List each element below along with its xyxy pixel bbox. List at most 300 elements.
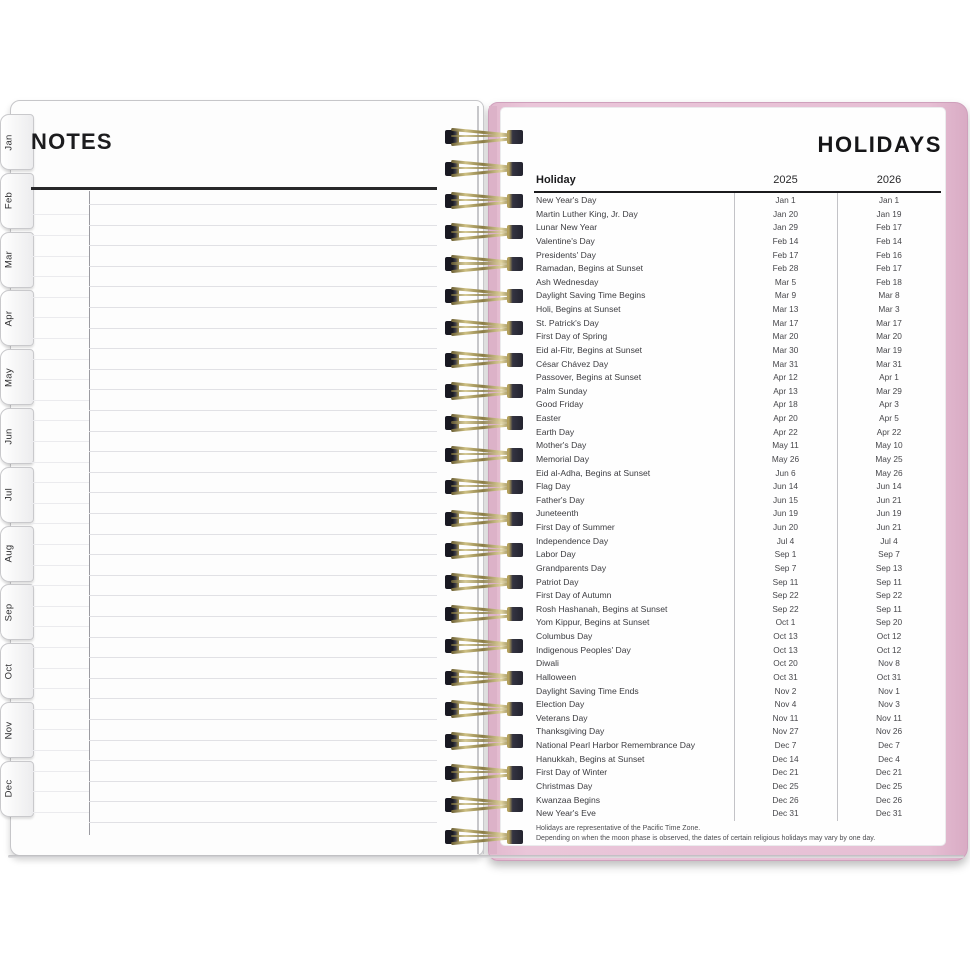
- holiday-name: First Day of Summer: [536, 522, 615, 532]
- coil-hole-right: [507, 671, 523, 685]
- holiday-name: Kwanzaa Begins: [536, 794, 601, 805]
- month-tab-mar: [0, 232, 34, 288]
- holiday-name: Holi, Begins at Sunset: [536, 304, 621, 314]
- holidays-page-title: HOLIDAYS: [817, 132, 942, 157]
- ruled-line: [89, 801, 437, 802]
- table-row: [536, 344, 941, 358]
- holiday-name: Hanukkah, Begins at Sunset: [536, 753, 645, 764]
- margin-ruled-line: [31, 503, 89, 504]
- date-2026: Mar 20: [876, 331, 902, 342]
- holiday-name: Patriot Day: [536, 576, 579, 587]
- holiday-name: Halloween: [536, 671, 577, 682]
- date-2025: Nov 4: [774, 699, 797, 710]
- holiday-name: Ash Wednesday: [536, 276, 599, 287]
- ruled-line: [89, 719, 437, 720]
- date-2026: Dec 25: [875, 780, 903, 791]
- margin-ruled-line: [31, 565, 89, 566]
- month-tab-label: May: [3, 367, 15, 387]
- binding-coil: [444, 827, 524, 848]
- ruled-line: [89, 307, 437, 308]
- margin-ruled-line: [31, 585, 89, 586]
- margin-ruled-line: [31, 523, 89, 524]
- date-2026: Feb 16: [876, 249, 902, 260]
- holiday-name: New Year's Day: [536, 195, 597, 205]
- binding-coil: [444, 350, 524, 371]
- holiday-name: Eid al-Adha, Begins at Sunset: [536, 467, 651, 478]
- holiday-name: Independence Day: [536, 535, 609, 546]
- binding-coil: [444, 668, 524, 689]
- ruled-line: [89, 492, 437, 493]
- date-2025: Feb 17: [772, 249, 799, 260]
- table-row: [536, 794, 941, 808]
- month-tab-nov: [0, 702, 34, 758]
- date-2025: Oct 13: [773, 644, 798, 655]
- date-2025: Apr 12: [773, 372, 798, 383]
- holiday-name: César Chávez Day: [536, 358, 609, 369]
- table-row: [536, 235, 941, 249]
- holiday-name: Flag Day: [536, 481, 571, 492]
- table-row: [536, 535, 941, 549]
- month-tab-label: Jul: [3, 488, 15, 502]
- table-row: [536, 398, 941, 412]
- margin-ruled-line: [31, 317, 89, 318]
- date-2026: Oct 12: [876, 644, 902, 655]
- coil-hole-right: [507, 353, 523, 367]
- month-tab-sep: [0, 584, 34, 640]
- month-tab-label: Oct: [3, 663, 15, 680]
- coil-hole-right: [507, 162, 523, 176]
- binding-coil: [444, 636, 524, 657]
- holiday-name: Yom Kippur, Begins at Sunset: [536, 617, 650, 628]
- margin-ruled-line: [31, 812, 89, 813]
- holiday-table-rows: [536, 194, 941, 821]
- table-row: [536, 385, 941, 399]
- margin-ruled-line: [31, 256, 89, 257]
- table-row: [536, 467, 941, 481]
- column-header-2026: 2026: [876, 174, 902, 186]
- date-2026: Sep 13: [875, 562, 903, 573]
- table-row: [536, 276, 941, 290]
- margin-ruled-line: [31, 379, 89, 380]
- holiday-name: Thanksgiving Day: [536, 726, 605, 737]
- date-2025: Dec 14: [772, 753, 799, 764]
- ruled-line: [89, 328, 437, 329]
- holiday-name: Indigenous Peoples' Day: [536, 644, 631, 655]
- date-2026: Mar 8: [878, 290, 900, 301]
- table-row: [536, 780, 941, 794]
- date-2026: Jan 1: [878, 195, 900, 205]
- table-row: [536, 453, 941, 467]
- coil-hole-right: [507, 575, 523, 589]
- date-2026: Nov 3: [878, 699, 900, 710]
- table-row: [536, 494, 941, 508]
- coil-hole-right: [507, 321, 523, 335]
- table-row: [536, 548, 941, 562]
- month-tab-label: Mar: [3, 250, 15, 269]
- date-2025: Mar 13: [772, 304, 799, 314]
- date-2025: May 26: [771, 453, 800, 464]
- date-2025: Mar 31: [772, 358, 799, 369]
- holiday-name: Easter: [536, 413, 561, 423]
- date-2026: Dec 31: [875, 808, 903, 819]
- date-2025: Sep 1: [774, 549, 797, 560]
- date-2025: Mar 5: [774, 276, 797, 287]
- month-tab-label: Dec: [3, 779, 15, 798]
- margin-ruled-line: [31, 214, 89, 215]
- column-header-holiday: Holiday: [536, 174, 576, 186]
- holiday-name: Lunar New Year: [536, 222, 598, 233]
- date-2026: Feb 14: [876, 235, 902, 246]
- ruled-line: [89, 616, 437, 617]
- date-2026: Nov 26: [875, 726, 903, 737]
- table-row: [536, 685, 941, 699]
- margin-ruled-line: [31, 647, 89, 648]
- margin-ruled-line: [31, 668, 89, 669]
- binding-coil: [444, 731, 524, 752]
- holidays-page: [500, 107, 946, 846]
- binding-coil: [444, 381, 524, 402]
- margin-ruled-line: [31, 276, 89, 277]
- holiday-name: Columbus Day: [536, 631, 593, 641]
- date-2025: Jan 29: [773, 222, 798, 233]
- date-2026: Oct 31: [876, 671, 902, 682]
- month-tab-feb: [0, 173, 34, 229]
- coil-hole-right: [507, 512, 523, 526]
- date-2026: Mar 29: [876, 385, 902, 396]
- table-row: [536, 262, 941, 276]
- holiday-name: St. Patrick's Day: [536, 317, 599, 328]
- coil-hole-right: [507, 448, 523, 462]
- table-row: [536, 739, 941, 753]
- ruled-line: [89, 657, 437, 658]
- holiday-name: National Pearl Harbor Remembrance Day: [536, 740, 696, 750]
- date-2026: Sep 7: [878, 549, 900, 560]
- date-2025: Oct 1: [775, 617, 796, 628]
- holiday-name: Election Day: [536, 699, 585, 710]
- holiday-name: Memorial Day: [536, 453, 590, 464]
- coil-hole-right: [507, 257, 523, 271]
- date-2026: Mar 3: [878, 304, 900, 314]
- date-2026: Sep 11: [876, 603, 902, 614]
- date-2026: May 10: [875, 440, 903, 451]
- binding-coil: [444, 159, 524, 180]
- margin-ruled-line: [31, 297, 89, 298]
- notes-page: [3, 100, 484, 856]
- holiday-name: Grandparents Day: [536, 562, 607, 573]
- binding-coil: [444, 540, 524, 561]
- date-2025: Oct 13: [773, 631, 798, 641]
- month-tab-label: Jan: [3, 133, 15, 151]
- table-row: [536, 589, 941, 603]
- table-row: [536, 712, 941, 726]
- margin-ruled-line: [31, 729, 89, 730]
- binding-coil: [444, 254, 524, 275]
- table-row: [536, 289, 941, 303]
- date-2025: Dec 21: [772, 767, 799, 778]
- binding-coil: [444, 286, 524, 307]
- month-tab-jul: [0, 467, 34, 523]
- holiday-name: First Day of Spring: [536, 331, 608, 342]
- binding-coil: [444, 572, 524, 593]
- date-2025: Dec 31: [772, 808, 799, 819]
- coil-hole-right: [507, 225, 523, 239]
- ruled-line: [89, 225, 437, 226]
- coil-hole-right: [507, 384, 523, 398]
- date-2026: Dec 21: [875, 767, 903, 778]
- margin-ruled-line: [31, 359, 89, 360]
- ruled-line: [89, 637, 437, 638]
- date-2026: May 25: [875, 453, 903, 464]
- coil-hole-right: [507, 194, 523, 208]
- date-2026: Nov 8: [878, 658, 900, 669]
- binding-coil: [444, 509, 524, 530]
- date-2026: Jun 19: [876, 508, 902, 519]
- date-2026: Jan 19: [876, 208, 902, 219]
- date-2026: Feb 18: [876, 276, 902, 287]
- margin-ruled-line: [31, 771, 89, 772]
- month-tab-jun: [0, 408, 34, 464]
- coil-hole-right: [507, 798, 523, 812]
- table-row: [536, 644, 941, 658]
- ruled-line: [89, 451, 437, 452]
- month-tab-label: Aug: [3, 544, 15, 563]
- date-2026: Apr 22: [876, 426, 902, 437]
- ruled-line: [89, 781, 437, 782]
- date-2026: Dec 7: [878, 740, 900, 750]
- coil-hole-right: [507, 480, 523, 494]
- table-row: [536, 426, 941, 440]
- date-2026: Feb 17: [876, 263, 902, 274]
- ruled-line: [89, 554, 437, 555]
- table-row: [536, 576, 941, 590]
- date-2026: Mar 31: [876, 358, 902, 369]
- binding-coil: [444, 763, 524, 784]
- ruled-line: [89, 740, 437, 741]
- table-row: [536, 603, 941, 617]
- table-row: [536, 358, 941, 372]
- date-2026: Mar 17: [876, 317, 902, 328]
- date-2025: Jun 15: [773, 494, 798, 505]
- margin-ruled-line: [31, 791, 89, 792]
- ruled-line: [89, 760, 437, 761]
- ruled-line: [89, 431, 437, 432]
- date-2025: Feb 14: [772, 235, 799, 246]
- date-2025: Jul 4: [776, 535, 795, 546]
- date-2026: Jun 21: [876, 522, 902, 532]
- holiday-name: First Day of Winter: [536, 767, 608, 778]
- ruled-line: [89, 286, 437, 287]
- ruled-line: [89, 348, 437, 349]
- date-2025: Mar 30: [772, 344, 799, 355]
- ruled-line: [89, 204, 437, 205]
- month-tab-dec: [0, 761, 34, 817]
- ruled-line: [89, 698, 437, 699]
- holiday-name: Eid al-Fitr, Begins at Sunset: [536, 344, 643, 355]
- holiday-name: Labor Day: [536, 549, 576, 560]
- ruled-line: [89, 595, 437, 596]
- table-row: [536, 249, 941, 263]
- month-tab-label: Nov: [3, 721, 15, 739]
- month-tab-label: Feb: [3, 192, 15, 210]
- table-row: [536, 194, 941, 208]
- holiday-name: Diwali: [536, 658, 559, 669]
- date-2025: Sep 22: [772, 603, 799, 614]
- coil-hole-right: [507, 607, 523, 621]
- date-2025: Jan 20: [773, 208, 798, 219]
- table-row: [536, 521, 941, 535]
- margin-ruled-line: [31, 441, 89, 442]
- date-2026: Mar 19: [876, 344, 902, 355]
- holiday-name: Palm Sunday: [536, 385, 588, 396]
- holiday-name: Christmas Day: [536, 780, 593, 791]
- date-2025: Mar 17: [772, 317, 799, 328]
- margin-ruled-line: [31, 420, 89, 421]
- footnote: Holidays are representative of the Pacific Time Zone.: [536, 825, 701, 832]
- binding-coil: [444, 445, 524, 466]
- ruled-line: [89, 822, 437, 823]
- table-row: [536, 753, 941, 767]
- date-2025: Apr 22: [773, 426, 798, 437]
- coil-hole-right: [507, 639, 523, 653]
- table-row: [536, 725, 941, 739]
- ruled-line: [89, 513, 437, 514]
- date-2025: Dec 25: [772, 780, 799, 791]
- date-2025: May 11: [772, 440, 799, 451]
- date-2025: Sep 22: [772, 590, 799, 601]
- month-tab-aug: [0, 526, 34, 582]
- coil-hole-right: [507, 830, 523, 844]
- date-2026: Sep 11: [876, 576, 902, 587]
- date-2025: Sep 11: [772, 576, 799, 587]
- date-2025: Oct 20: [773, 658, 798, 669]
- table-row: [536, 412, 941, 426]
- table-row: [536, 208, 941, 222]
- date-2026: Jun 21: [876, 494, 902, 505]
- ruled-line: [89, 266, 437, 267]
- holiday-name: Presidents' Day: [536, 249, 596, 260]
- holiday-name: Father's Day: [536, 494, 585, 505]
- date-2026: Nov 11: [876, 712, 902, 723]
- table-row: [536, 330, 941, 344]
- binding-coil: [444, 604, 524, 625]
- margin-ruled-line: [31, 235, 89, 236]
- notes-page-title: NOTES: [31, 129, 113, 154]
- ruled-line: [89, 410, 437, 411]
- binding-coil: [444, 413, 524, 434]
- margin-ruled-line: [31, 482, 89, 483]
- table-header-rule: [534, 191, 941, 193]
- table-row: [536, 303, 941, 317]
- date-2025: Nov 2: [774, 685, 797, 696]
- binding-coil: [444, 191, 524, 212]
- ruled-line: [89, 245, 437, 246]
- date-2025: Nov 27: [772, 726, 799, 737]
- date-2025: Dec 26: [772, 794, 799, 805]
- planner-bottom-edge: [8, 855, 964, 858]
- table-row: [536, 562, 941, 576]
- footnote: Depending on when the moon phase is observed, the dates of certain religious holidays may vary by one day.: [536, 834, 876, 842]
- table-row: [536, 766, 941, 780]
- date-2025: Mar 20: [772, 331, 799, 342]
- coil-hole-right: [507, 289, 523, 303]
- table-row: [536, 507, 941, 521]
- ruled-line: [89, 575, 437, 576]
- date-2026: Jun 14: [876, 481, 902, 492]
- table-row: [536, 480, 941, 494]
- margin-ruled-line: [31, 606, 89, 607]
- ruled-line: [89, 369, 437, 370]
- date-2025: Feb 28: [772, 263, 799, 274]
- month-tab-label: Apr: [3, 310, 15, 327]
- date-2026: Sep 22: [875, 590, 903, 601]
- month-tab-oct: [0, 643, 34, 699]
- date-2025: Jun 19: [773, 508, 798, 519]
- date-2025: Apr 20: [773, 413, 798, 423]
- holiday-name: Earth Day: [536, 426, 575, 437]
- margin-ruled-line: [31, 626, 89, 627]
- date-2025: Jan 1: [775, 195, 796, 205]
- holiday-name: Valentine's Day: [536, 235, 595, 246]
- holiday-name: Daylight Saving Time Ends: [536, 685, 639, 696]
- ruled-line: [89, 389, 437, 390]
- binding-coil: [444, 477, 524, 498]
- date-2025: Dec 7: [774, 740, 797, 750]
- date-2026: Dec 4: [878, 753, 900, 764]
- coil-hole-right: [507, 543, 523, 557]
- date-2026: Dec 26: [875, 794, 903, 805]
- holiday-name: Passover, Begins at Sunset: [536, 372, 642, 383]
- holiday-name: New Year's Eve: [536, 808, 596, 819]
- table-row: [536, 657, 941, 671]
- date-2025: Jun 6: [775, 467, 796, 478]
- date-2025: Mar 9: [774, 290, 797, 301]
- table-row: [536, 371, 941, 385]
- coil-hole-right: [507, 702, 523, 716]
- month-tab-jan: [0, 114, 34, 170]
- date-2026: Nov 1: [878, 685, 900, 696]
- date-2026: Oct 12: [876, 631, 902, 641]
- binding-coil: [444, 318, 524, 339]
- coil-hole-right: [507, 734, 523, 748]
- holiday-name: Good Friday: [536, 399, 584, 410]
- table-row: [536, 630, 941, 644]
- table-row: [536, 807, 941, 821]
- margin-ruled-line: [31, 400, 89, 401]
- date-2026: Apr 1: [879, 372, 899, 383]
- month-tab-may: [0, 349, 34, 405]
- margin-ruled-line: [31, 462, 89, 463]
- table-row: [536, 616, 941, 630]
- date-2026: May 26: [875, 467, 903, 478]
- holiday-name: First Day of Autumn: [536, 590, 612, 601]
- ruled-line: [89, 472, 437, 473]
- month-tab-apr: [0, 290, 34, 346]
- table-row: [536, 671, 941, 685]
- table-row: [536, 698, 941, 712]
- margin-ruled-line: [31, 750, 89, 751]
- date-2026: Apr 3: [879, 399, 899, 410]
- coil-hole-right: [507, 416, 523, 430]
- notes-header-rule: [31, 187, 437, 190]
- holiday-name: Veterans Day: [536, 712, 588, 723]
- ruled-line: [89, 534, 437, 535]
- month-tab-label: Jun: [3, 427, 15, 445]
- date-2025: Jun 20: [773, 522, 798, 532]
- date-2025: Apr 18: [773, 399, 798, 410]
- column-header-2025: 2025: [773, 174, 798, 186]
- holiday-name: Ramadan, Begins at Sunset: [536, 263, 644, 274]
- holiday-name: Daylight Saving Time Begins: [536, 290, 646, 301]
